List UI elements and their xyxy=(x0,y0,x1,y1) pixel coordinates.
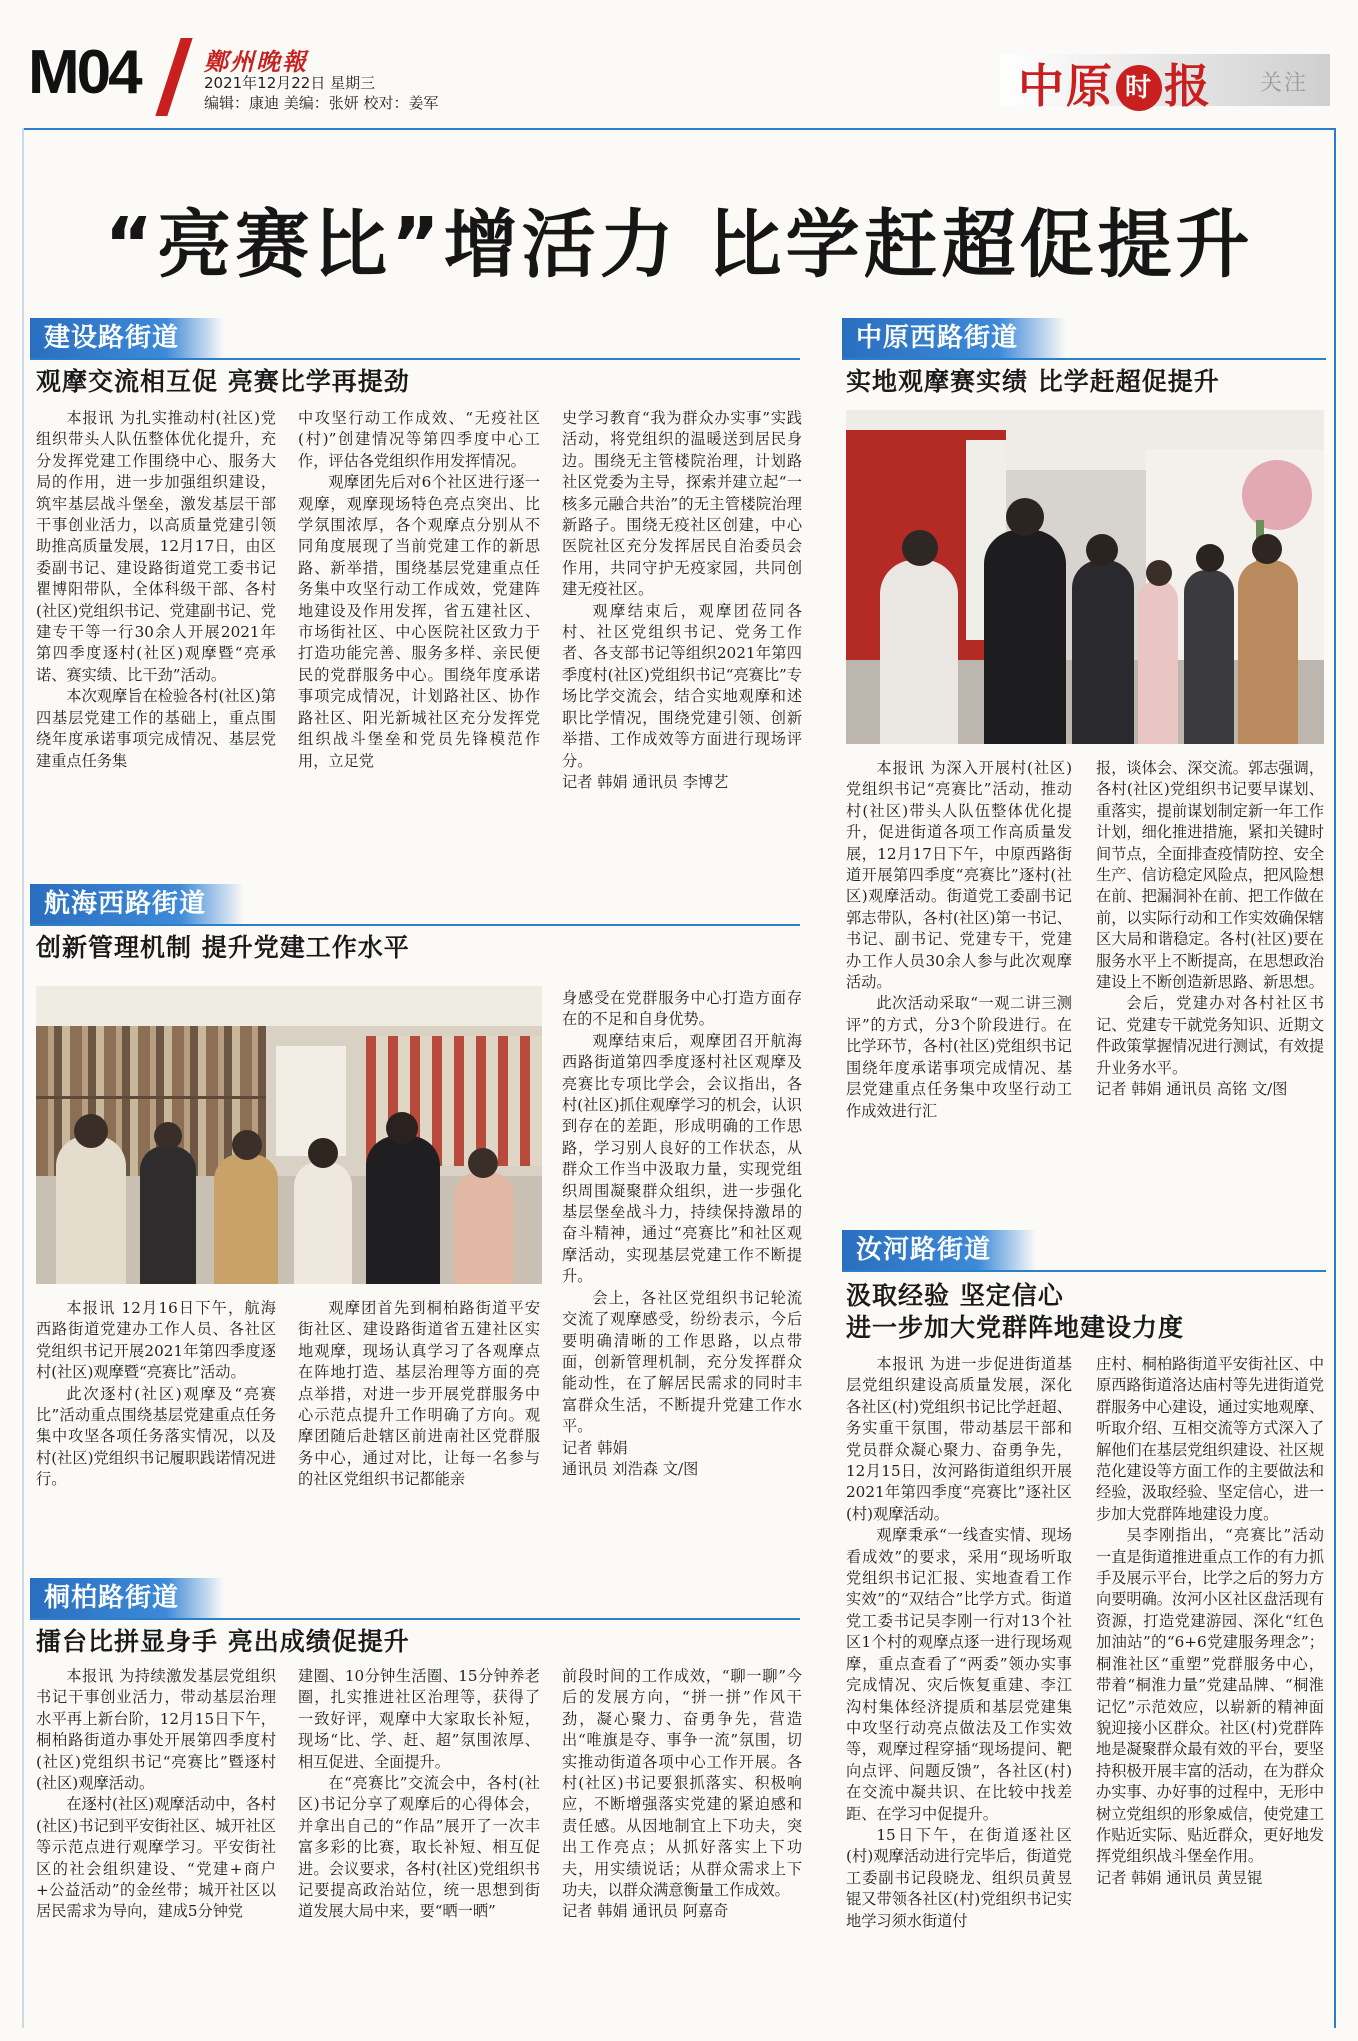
article-tongbai-col2 xyxy=(298,1666,540,1923)
paragraph: 观摩结束后，观摩团召开航海西路街道第四季度逐村社区观摩及亮赛比专项比学会，会议指出，各村(社区)抓住观摩学习的机会，认识到存在的差距，形成明确的工作思路，学习别人良好的工作状态，从群众工作当中汲取力量，实现党组织周围凝聚群众组织，进一步强化基层堡垒战斗力，持续保持激昂的奋斗精神，通过“亮赛比”和社区观摩活动，实现基层党建工作不断提升。 xyxy=(562,1031,802,1286)
article-hanghai-col2 xyxy=(298,1298,540,1491)
article-ruhe-col1 xyxy=(846,1354,1072,1932)
byline: 记者 韩娟 xyxy=(562,1438,628,1457)
paragraph: 观摩秉承“一线查实情、现场看成效”的要求，采用“现场听取党组织书记汇报、实地查看工作实效”的“双结合”比学方式。街道党工委书记吴李刚一行对13个社区1个村的观摩点逐一进行现场观摩，重点查看了“两委”领办实事完成情况、灾后恢复重建、李江沟村集体经济提质和基层党建集中攻坚行动亮点做法及工作实效等，观摩过程穿插“现场提问、靶向点评、问题反馈”，各社区(村)在交流中凝共识、在比较中找差距、在学习中促提升。 xyxy=(846,1526,1072,1823)
article-hanghai-col3 xyxy=(562,988,802,1480)
section-rule-tongbai xyxy=(30,1618,800,1620)
article-tongbai-col3 xyxy=(562,1666,802,1923)
paragraph: 中攻坚行动工作成效、“无疫社区(村)”创建情况等第四季度中心工作，评估各党组织作用发挥情况。 xyxy=(298,409,540,470)
subheadline-tongbai: 擂台比拼显身手 亮出成绩促提升 xyxy=(36,1627,410,1656)
brand-part1: 中原 xyxy=(1018,59,1114,113)
section-tag-jianshe: 建设路街道 xyxy=(30,318,224,358)
page-number: M04 xyxy=(28,38,140,107)
section-rule-jianshe xyxy=(30,358,800,360)
column-tag: 关注 xyxy=(1259,71,1308,96)
paragraph: 在“亮赛比”交流会中，各村(社区)书记分享了观摩后的心得体会，并拿出自己的“作品”展开了一次丰富多彩的比赛，取长补短、相互促进。会议要求，各村(社区)党组织书记要提高政治站位，统一思想到街道发展大局中来，要“晒一晒” xyxy=(298,1774,540,1921)
newspaper-name: 鄭州晚報 xyxy=(204,47,308,76)
paragraph: 会后，党建办对各村社区书记、党建专干就党务知识、近期文件政策掌握情况进行测试，有效提升业务水平。 xyxy=(1096,994,1324,1077)
paragraph: 观摩团首先到桐柏路街道平安街社区、建设路街道省五建社区实地观摩，现场认真学习了各观摩点在阵地打造、基层治理等方面的亮点举措，对进一步开展党群服务中心示范点提升工作明确了方向。观摩团随后赴辖区前进南社区党群服务中心，通过对比，让每一名参与的社区党组织书记都能亲 xyxy=(298,1299,540,1489)
paragraph: 报，谈体会、深交流。郭志强调，各村(社区)党组织书记要早谋划、重落实，提前谋划制定新一年工作计划，细化推进措施，紧扣关键时间节点，全面排查疫情防控、安全生产、信访稳定风险点，把风险想在前、把漏洞补在前、把工作做在前，以实际行动和工作实效确保辖区大局和谐稳定。各村(社区)要在服务水平上不断提高，在思想政治建设上不断创造新思路、新思想。 xyxy=(1096,759,1324,992)
date-line: 2021年12月22日 星期三 xyxy=(204,74,376,92)
paragraph: 本报讯 为持续激发基层党组织书记干事创业活力，带动基层治理水平再上新台阶，12月15日下午，桐柏路街道办事处开展第四季度村(社区)党组织书记“亮赛比”暨逐村(社区)观摩活动。 xyxy=(36,1667,276,1793)
page-headline: “亮赛比”增活力 比学赶超促提升 xyxy=(104,202,1254,288)
paragraph: 在逐村(社区)观摩活动中，各村(社区)书记到平安街社区、城开社区等示范点进行观摩学习。平安街社区的社会组织建设、“党建+商户+公益活动”的金丝带；城开社区以居民需求为导向，建成5分钟党 xyxy=(36,1795,276,1921)
paragraph: 本报讯 为扎实推动村(社区)党组织带头人队伍整体优化提升，充分发挥党建工作围绕中心、服务大局的作用，进一步加强组织建设，筑牢基层战斗堡垒，激发基层干部干事创业活力，以高质量党建引领助推高质量发展，12月17日，由区委副书记、建设路街道党工委书记瞿博阳带队，全体科级干部、各村(社区)党组织书记、党建副书记、党建专干等一行30余人开展2021年第四季度逐村(社区)观摩暨“亮承诺、赛实绩、比干劲”活动。 xyxy=(36,409,276,684)
paragraph: 此次逐村(社区)观摩及“亮赛比”活动重点围绕基层党建重点任务集中攻坚各项任务落实情况，以及村(社区)党组织书记履职践诺情况进行。 xyxy=(36,1384,276,1489)
paragraph: 本报讯 为进一步促进街道基层党组织建设高质量发展，深化各社区(村)党组织书记比学赶超、务实重干氛围，带动基层干部和党员群众凝心聚力、奋勇争先，12月15日，汝河路街道组织开展2021年第四季度“亮赛比”逐社区(村)观摩活动。 xyxy=(846,1355,1072,1523)
subheadline-hanghai: 创新管理机制 提升党建工作水平 xyxy=(36,933,410,962)
paragraph: 15日下午，在街道逐社区(村)观摩活动进行完毕后，街道党工委副书记段晓龙、组织员黄昱锟又带领各社区(村)党组织书记实地学习须水街道付 xyxy=(846,1825,1072,1930)
byline: 通讯员 刘浩森 文/图 xyxy=(562,1459,699,1478)
paragraph: 建圈、10分钟生活圈、15分钟养老圈，扎实推进社区治理等，获得了一致好评，观摩中大家取长补短，现场“比、学、赶、超”氛围浓厚、相互促进、全面提升。 xyxy=(298,1667,540,1771)
masthead-slash-ornament xyxy=(155,38,192,116)
section-tag-ruhe: 汝河路街道 xyxy=(842,1230,1036,1270)
editors-line: 编辑：康迪 美编：张妍 校对：姜军 xyxy=(204,94,439,112)
paragraph: 本报讯 为深入开展村(社区)党组织书记“亮赛比”活动，推动村(社区)带头人队伍整体优化提升，促进街道各项工作高质量发展，12月17日下午，中原西路街道开展第四季度“亮赛比”逐村(社区)观摩活动。街道党工委副书记郭志带队，各村(社区)第一书记、书记、副书记、党建专干，党建办工作人员30余人参与此次观摩活动。 xyxy=(846,759,1072,992)
subheadline-zhongyuan: 实地观摩赛实绩 比学赶超促提升 xyxy=(846,367,1220,396)
right-frame-line xyxy=(1334,128,1336,2028)
section-brand xyxy=(1000,48,1330,112)
paragraph: 观摩团先后对6个社区进行逐一观摩，观摩现场特色亮点突出、比学氛围浓厚，各个观摩点分别从不同角度展现了当前党建工作的新思路、新举措，围绕基层党建重点任务集中攻坚行动工作成效，党建阵地建设及作用发挥，省五建社区、市场街社区、中心医院社区致力于打造功能完善、服务多样、亲民便民的党群服务中心。围绕年度承诺事项完成情况，计划路社区、协作路社区、阳光新城社区充分发挥党组织战斗堡垒和党员先锋模范作用，立足党 xyxy=(298,473,540,770)
paragraph: 身感受在党群服务中心打造方面存在的不足和自身优势。 xyxy=(562,989,802,1029)
brand-part2: 报 xyxy=(1164,59,1212,113)
paragraph: 本报讯 12月16日下午，航海西路街道党建办工作人员、各社区党组织书记开展2021年第四季度逐村(社区)观摩暨“亮赛比”活动。 xyxy=(36,1299,276,1382)
section-rule-hanghai xyxy=(30,924,800,926)
article-jianshe-col2 xyxy=(298,408,540,772)
subheadline-ruhe-line1: 汲取经验 坚定信心 xyxy=(846,1281,1064,1310)
article-tongbai-col1 xyxy=(36,1666,276,1923)
byline: 记者 韩娟 通讯员 黄昱锟 xyxy=(1096,1868,1263,1887)
paragraph: 前段时间的工作成效，“聊一聊”今后的发展方向，“拼一拼”作风干劲，凝心聚力、奋勇争先，营造出“唯旗是夺、事争一流”氛围，切实推动街道各项中心工作开展。各村(社区)书记要狠抓落实、积极响应，不断增强落实党建的紧迫感和责任感。从因地制宜上下功夫，突出工作亮点；从抓好落实上下功夫，用实绩说话；从群众需求上下功夫，以群众满意衡量工作成效。 xyxy=(562,1667,802,1900)
paragraph: 会上，各社区党组织书记轮流交流了观摩感受，纷纷表示，今后要明确清晰的工作思路，以点带面，创新管理机制，充分发挥群众能动性，在了解居民需求的同时丰富群众生活，不断提升党建工作水平。 xyxy=(562,1288,802,1436)
brand-circle: 时 xyxy=(1116,65,1162,111)
left-frame-line xyxy=(22,128,24,2028)
photo-zhongyuan-exhibit-hall xyxy=(846,410,1324,744)
byline: 记者 韩娟 通讯员 李博艺 xyxy=(562,772,729,791)
paragraph: 吴李刚指出，“亮赛比”活动一直是街道推进重点工作的有力抓手及展示平台，比学之后的努力方向要明确。汝河小区社区盘活现有资源，打造党建游园、深化“红色加油站”的“6+6党建服务理念”；桐淮社区“重塑”党群服务中心，带着“桐淮力量”党建品牌、“桐淮记忆”示范效应，以崭新的精神面貌迎接小区群众。社区(村)党群阵地是凝聚群众最有效的平台，要坚持积极开展丰富的活动，在为群众办实事、办好事的过程中，无形中树立党组织的形象威信，使党建工作贴近实际、贴近群众，更好地发挥党组织战斗堡垒作用。 xyxy=(1096,1526,1324,1866)
paragraph: 本次观摩旨在检验各村(社区)第四基层党建工作的基础上，重点围绕年度承诺事项完成情况、基层党建重点任务集 xyxy=(36,687,276,770)
photo-hanghai-library xyxy=(36,986,542,1284)
paragraph: 观摩结束后，观摩团莅同各村、社区党组织书记、党务工作者、各支部书记等组织2021年第四季度村(社区)党组织书记“亮赛比”专场比学交流会，结合实地观摩和述职比学情况，围绕党建引领、创新举措、工作成效等方面进行现场评分。 xyxy=(562,601,803,770)
paragraph: 史学习教育“我为群众办实事”实践活动，将党组织的温暖送到居民身边。围绕无主管楼院治理，计划路社区党委为主导，探索并建立起“一核多元融合共治”的无主管楼院治理新路子。围绕无疫社区创建，中心医院社区充分发挥居民自治委员会作用，共同守护无疫家园，共同创建无疫社区。 xyxy=(562,409,802,599)
section-tag-tongbai: 桐柏路街道 xyxy=(30,1578,224,1618)
byline: 记者 韩娟 通讯员 阿嘉奇 xyxy=(562,1902,729,1921)
subheadline-ruhe-line2: 进一步加大党群阵地建设力度 xyxy=(846,1313,1185,1342)
section-tag-hanghai: 航海西路街道 xyxy=(30,884,244,924)
paragraph: 此次活动采取“一观二讲三测评”的方式，分3个阶段进行。在比学环节，各村(社区)党组织书记围绕年度承诺事项完成情况、基层党建重点任务集中攻坚行动工作成效进行汇 xyxy=(846,994,1072,1120)
article-jianshe-col1 xyxy=(36,408,276,772)
brand-logo xyxy=(1018,50,1212,116)
top-rule xyxy=(22,128,1336,130)
article-zhongyuan-col2 xyxy=(1096,758,1324,1101)
subheadline-jianshe: 观摩交流相互促 亮赛比学再提劲 xyxy=(36,367,410,396)
article-jianshe-col3 xyxy=(562,408,802,793)
section-rule-ruhe xyxy=(842,1270,1326,1272)
article-zhongyuan-col1 xyxy=(846,758,1072,1122)
article-ruhe-col2 xyxy=(1096,1354,1324,1889)
section-rule-zhongyuan xyxy=(842,358,1326,360)
section-tag-zhongyuan: 中原西路街道 xyxy=(842,318,1066,358)
article-hanghai-col1 xyxy=(36,1298,276,1491)
byline: 记者 韩娟 通讯员 高铭 文/图 xyxy=(1096,1080,1288,1099)
masthead xyxy=(28,38,588,122)
paragraph: 庄村、桐柏路街道平安街社区、中原西路街道洛达庙村等先进街道党群服务中心建设，通过实地观摩、听取介绍、互相交流等方式深入了解他们在基层党组织建设、社区规范化建设等方面工作的主要做法和经验，汲取经验、坚定信心，进一步加大党群阵地建设力度。 xyxy=(1096,1355,1324,1523)
